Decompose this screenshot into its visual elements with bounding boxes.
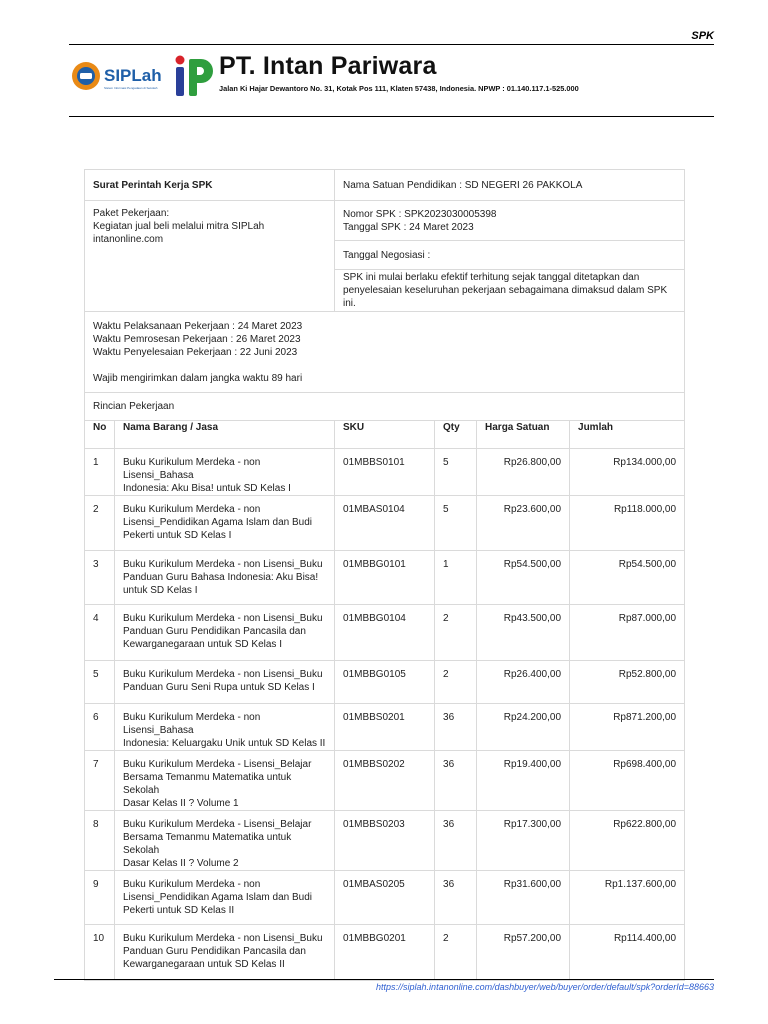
item-name <box>115 605 335 661</box>
table-row <box>85 496 685 551</box>
item-name <box>115 751 335 811</box>
item-name-line: Pekerti untuk SD Kelas I <box>123 530 232 541</box>
info-row-waktu <box>85 312 685 393</box>
item-name-line: Buku Kurikulum Merdeka - non Lisensi_Buku <box>123 559 323 570</box>
items-header-row <box>85 421 685 449</box>
header-rule <box>69 116 714 117</box>
siplah-logo-subtext: Sistem Informasi Pengadaan di Sekolah <box>104 86 158 90</box>
company-name: PT. Intan Pariwara <box>219 52 437 80</box>
paket-label: Paket Pekerjaan: <box>93 208 170 219</box>
item-sku: 01MBBG0101 <box>335 551 435 605</box>
intan-pariwara-logo <box>173 54 219 98</box>
item-name-line: Bersama Temanmu Matematika untuk Sekolah <box>123 832 292 856</box>
siplah-logo <box>69 56 164 96</box>
table-row <box>85 551 685 605</box>
item-no: 4 <box>85 605 115 661</box>
spk-title: Surat Perintah Kerja SPK <box>85 170 335 201</box>
item-name <box>115 496 335 551</box>
item-qty: 36 <box>435 751 477 811</box>
item-sku: 01MBBG0201 <box>335 925 435 981</box>
item-sku: 01MBBS0201 <box>335 704 435 751</box>
item-jumlah: Rp1.137.600,00 <box>570 871 685 925</box>
tanggal-spk: Tanggal SPK : 24 Maret 2023 <box>343 221 474 233</box>
table-row <box>85 605 685 661</box>
item-no: 6 <box>85 704 115 751</box>
item-sku: 01MBBS0101 <box>335 449 435 496</box>
item-name <box>115 449 335 496</box>
item-harga: Rp26.400,00 <box>477 661 570 704</box>
item-name-line: untuk SD Kelas I <box>123 585 198 596</box>
item-name-line: Bersama Temanmu Matematika untuk Sekolah <box>123 772 292 796</box>
item-jumlah: Rp622.800,00 <box>570 811 685 871</box>
rincian-pekerjaan: Rincian Pekerjaan <box>85 393 685 421</box>
item-jumlah: Rp118.000,00 <box>570 496 685 551</box>
item-name-line: Lisensi_Pendidikan Agama Islam dan Budi <box>123 517 313 528</box>
top-rule <box>69 44 714 45</box>
bottom-rule <box>54 979 714 980</box>
col-header-nama: Nama Barang / Jasa <box>115 421 335 449</box>
item-sku: 01MBAS0205 <box>335 871 435 925</box>
item-name <box>115 871 335 925</box>
item-harga: Rp26.800,00 <box>477 449 570 496</box>
item-name-line: Panduan Guru Bahasa Indonesia: Aku Bisa! <box>123 572 319 583</box>
efektif-note <box>335 270 685 312</box>
item-no: 2 <box>85 496 115 551</box>
item-name <box>115 704 335 751</box>
nama-satuan-pendidikan: Nama Satuan Pendidikan : SD NEGERI 26 PAKKOLA <box>335 170 685 201</box>
item-name-line: Dasar Kelas II ? Volume 1 <box>123 798 239 809</box>
item-name-line: Lisensi_Pendidikan Agama Islam dan Budi <box>123 892 313 903</box>
item-name-line: Buku Kurikulum Merdeka - non Lisensi_Buku <box>123 669 323 680</box>
info-row-rincian <box>85 393 685 421</box>
table-row <box>85 449 685 496</box>
item-sku: 01MBBS0203 <box>335 811 435 871</box>
col-header-harga: Harga Satuan <box>477 421 570 449</box>
col-header-sku: SKU <box>335 421 435 449</box>
item-name-line: Kewarganegaraan untuk SD Kelas I <box>123 639 282 650</box>
nomor-spk: Nomor SPK : SPK2023030005398 <box>343 208 497 220</box>
table-row <box>85 751 685 811</box>
item-no: 5 <box>85 661 115 704</box>
col-header-no: No <box>85 421 115 449</box>
item-sku: 01MBBS0202 <box>335 751 435 811</box>
item-qty: 2 <box>435 925 477 981</box>
item-sku: 01MBAS0104 <box>335 496 435 551</box>
spk-table <box>84 169 685 981</box>
paket-pekerjaan <box>85 201 335 312</box>
item-name-line: Pekerti untuk SD Kelas II <box>123 905 235 916</box>
nomor-spk-cell <box>335 201 685 241</box>
tanggal-negosiasi: Tanggal Negosiasi : <box>335 241 685 270</box>
item-harga: Rp57.200,00 <box>477 925 570 981</box>
item-name-line: Buku Kurikulum Merdeka - Lisensi_Belajar <box>123 759 312 770</box>
waktu-pelaksanaan: Waktu Pelaksanaan Pekerjaan : 24 Maret 2023 <box>93 321 303 332</box>
item-name <box>115 661 335 704</box>
item-name-line: Kewarganegaraan untuk SD Kelas II <box>123 959 285 970</box>
letterhead <box>69 52 714 102</box>
item-harga: Rp17.300,00 <box>477 811 570 871</box>
item-name-line: Indonesia: Aku Bisa! untuk SD Kelas I <box>123 483 291 494</box>
item-jumlah: Rp871.200,00 <box>570 704 685 751</box>
item-jumlah: Rp52.800,00 <box>570 661 685 704</box>
item-qty: 36 <box>435 704 477 751</box>
item-no: 7 <box>85 751 115 811</box>
item-qty: 2 <box>435 661 477 704</box>
waktu-pemrosesan: Waktu Pemrosesan Pekerjaan : 26 Maret 2023 <box>93 334 301 345</box>
item-name-line: Buku Kurikulum Merdeka - non <box>123 879 261 890</box>
col-header-qty: Qty <box>435 421 477 449</box>
item-name-line: Panduan Guru Pendidikan Pancasila dan <box>123 946 306 957</box>
item-name-line: Panduan Guru Pendidikan Pancasila dan <box>123 626 306 637</box>
item-harga: Rp54.500,00 <box>477 551 570 605</box>
info-row-title <box>85 170 685 201</box>
wajib-kirim: Wajib mengirimkan dalam jangka waktu 89 hari <box>93 373 303 384</box>
item-name-line: Buku Kurikulum Merdeka - non Lisensi_Bahasa <box>123 457 261 481</box>
item-harga: Rp19.400,00 <box>477 751 570 811</box>
paket-line: Kegiatan jual beli melalui mitra SIPLah <box>93 221 265 232</box>
waktu-pekerjaan <box>85 312 685 393</box>
col-header-jumlah: Jumlah <box>570 421 685 449</box>
item-name-line: Buku Kurikulum Merdeka - non Lisensi_Buku <box>123 933 323 944</box>
item-name-line: Dasar Kelas II ? Volume 2 <box>123 858 239 869</box>
item-qty: 1 <box>435 551 477 605</box>
item-no: 3 <box>85 551 115 605</box>
item-jumlah: Rp54.500,00 <box>570 551 685 605</box>
item-jumlah: Rp114.400,00 <box>570 925 685 981</box>
item-name <box>115 811 335 871</box>
item-jumlah: Rp698.400,00 <box>570 751 685 811</box>
item-qty: 36 <box>435 871 477 925</box>
item-qty: 36 <box>435 811 477 871</box>
item-rows <box>85 449 685 981</box>
item-sku: 01MBBG0104 <box>335 605 435 661</box>
item-no: 10 <box>85 925 115 981</box>
footer-url[interactable]: https://siplah.intanonline.com/dashbuyer/web/buyer/order/default/spk?orderId=88663 <box>376 982 714 992</box>
table-row <box>85 661 685 704</box>
siplah-logo-text: SIPLah <box>104 66 162 85</box>
table-row <box>85 704 685 751</box>
item-name <box>115 925 335 981</box>
item-sku: 01MBBG0105 <box>335 661 435 704</box>
company-address: Jalan Ki Hajar Dewantoro No. 31, Kotak Pos 111, Klaten 57438, Indonesia. NPWP : 01.140.117.1-525.000 <box>219 84 579 93</box>
info-row-paket <box>85 201 685 241</box>
table-row <box>85 925 685 981</box>
item-qty: 5 <box>435 496 477 551</box>
item-name-line: Buku Kurikulum Merdeka - Lisensi_Belajar <box>123 819 312 830</box>
item-no: 1 <box>85 449 115 496</box>
item-no: 9 <box>85 871 115 925</box>
item-jumlah: Rp87.000,00 <box>570 605 685 661</box>
item-harga: Rp31.600,00 <box>477 871 570 925</box>
item-name <box>115 551 335 605</box>
item-qty: 2 <box>435 605 477 661</box>
item-harga: Rp24.200,00 <box>477 704 570 751</box>
waktu-penyelesaian: Waktu Penyelesaian Pekerjaan : 22 Juni 2023 <box>93 347 298 358</box>
item-harga: Rp43.500,00 <box>477 605 570 661</box>
item-name-line: Buku Kurikulum Merdeka - non <box>123 504 261 515</box>
item-harga: Rp23.600,00 <box>477 496 570 551</box>
efektif-line: penyelesaian keseluruhan pekerjaan sebagaimana dimaksud dalam SPK ini. <box>343 285 668 309</box>
paket-line: intanonline.com <box>93 234 164 245</box>
efektif-line: SPK ini mulai berlaku efektif terhitung sejak tanggal ditetapkan dan <box>343 272 640 283</box>
item-name-line: Indonesia: Keluargaku Unik untuk SD Kelas II <box>123 738 326 749</box>
item-name-line: Panduan Guru Seni Rupa untuk SD Kelas I <box>123 682 315 693</box>
item-no: 8 <box>85 811 115 871</box>
item-jumlah: Rp134.000,00 <box>570 449 685 496</box>
item-qty: 5 <box>435 449 477 496</box>
item-name-line: Buku Kurikulum Merdeka - non Lisensi_Buku <box>123 613 323 624</box>
table-row <box>85 811 685 871</box>
page-tag: SPK <box>691 30 714 42</box>
item-name-line: Buku Kurikulum Merdeka - non Lisensi_Bahasa <box>123 712 261 736</box>
table-row <box>85 871 685 925</box>
